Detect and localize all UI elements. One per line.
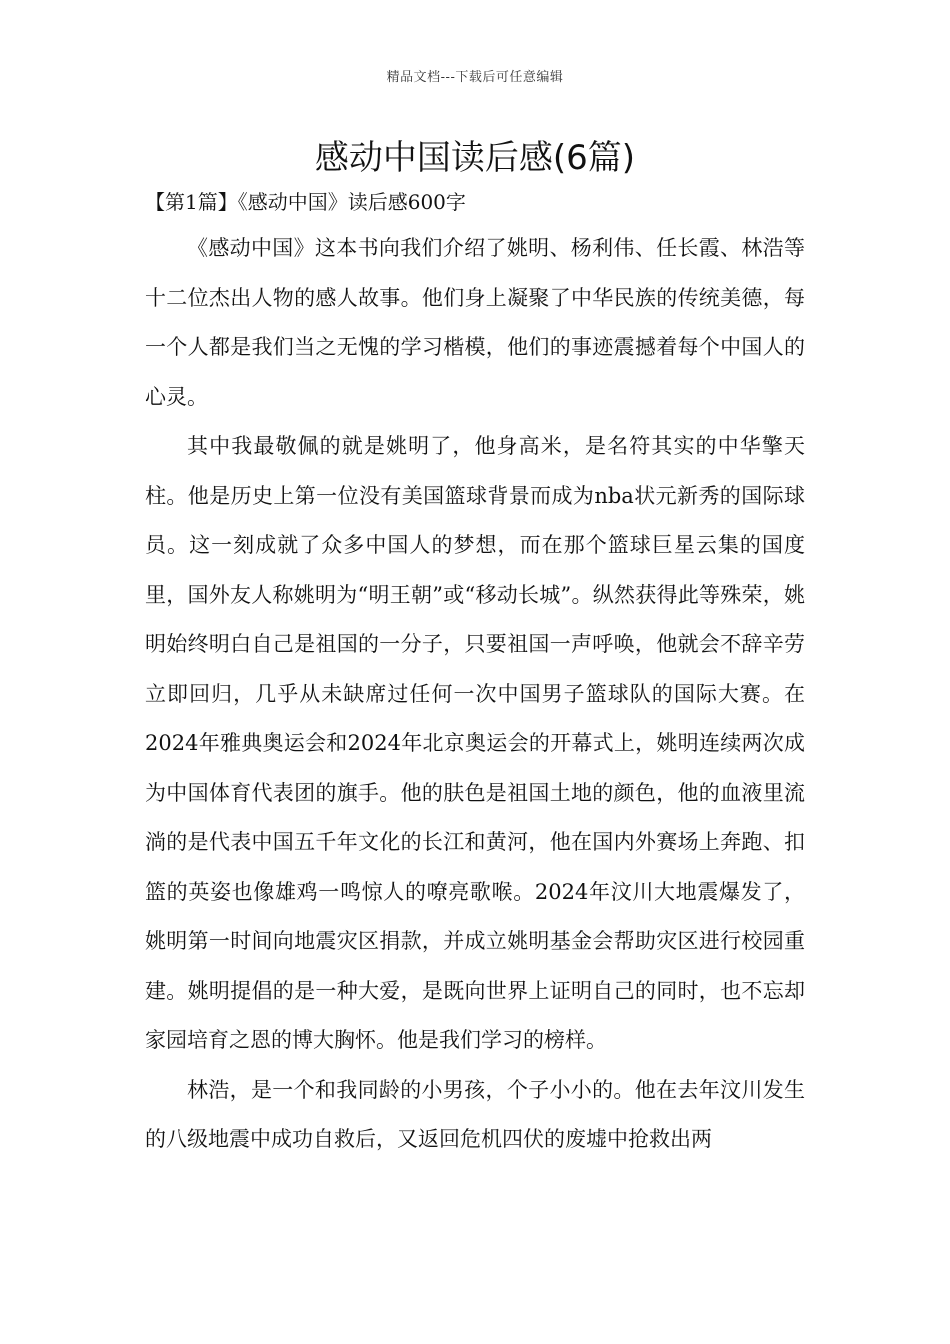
paragraph-3: 林浩，是一个和我同龄的小男孩，个子小小的。他在去年汶川发生的八级地震中成功自救后，又返回危机四伏的废墟中抢救出两 [145,1077,805,1151]
document-body [145,224,805,1165]
section-heading: 【第1篇】《感动中国》读后感600字 [145,190,466,214]
header-note: 精品文档---下载后可任意编辑 [386,70,564,85]
document-title: 感动中国读后感(6篇) [314,138,636,178]
paragraph-1: 《感动中国》这本书向我们介绍了姚明、杨利伟、任长霞、林浩等十二位杰出人物的感人故事。他们身上凝聚了中华民族的传统美德，每一个人都是我们当之无愧的学习楷模，他们的事迹震撼着每个中国人的心灵。 [145,236,805,409]
paragraph-2: 其中我最敬佩的就是姚明了，他身高米，是名符其实的中华擎天柱。他是历史上第一位没有美国篮球背景而成为nba状元新秀的国际球员。这一刻成就了众多中国人的梦想，而在那个篮球巨星云集的国度里，国外友人称姚明为“明王朝”或“移动长城”。纵然获得此等殊荣，姚明始终明白自己是祖国的一分子，只要祖国一声呼唤，他就会不辞辛劳立即回归，几乎从未缺席过任何一次中国男子篮球队的国际大赛。在2024年雅典奥运会和2024年北京奥运会的开幕式上，姚明连续两次成为中国体育代表团的旗手。他的肤色是祖国土地的颜色，他的血液里流淌的是代表中国五千年文化的长江和黄河，他在国内外赛场上奔跑、扣篮的英姿也像雄鸡一鸣惊人的嘹亮歌喉。2024年汶川大地震爆发了，姚明第一时间向地震灾区捐款，并成立姚明基金会帮助灾区进行校园重建。姚明提倡的是一种大爱，是既向世界上证明自己的同时，也不忘却家园培育之恩的博大胸怀。他是我们学习的榜样。 [145,434,805,1052]
